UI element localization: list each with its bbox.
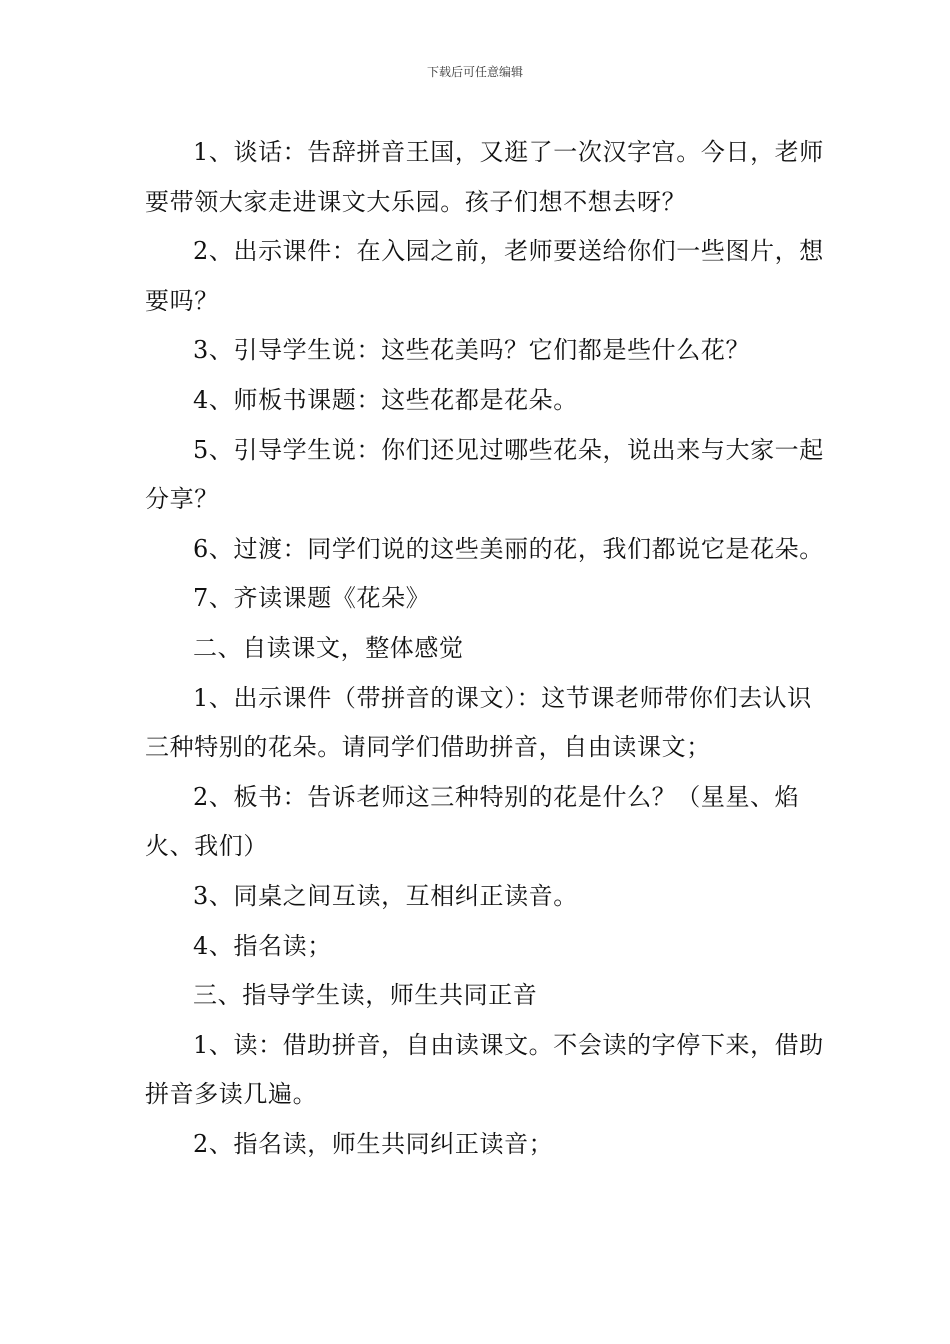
paragraph: 1、出示课件（带拼音的课文）：这节课老师带你们去认识三种特别的花朵。请同学们借助拼音，自由读课文； xyxy=(145,683,812,762)
section-heading: 二、自读课文，整体感觉 xyxy=(193,633,464,662)
paragraph: 2、指名读，师生共同纠正读音； xyxy=(193,1129,554,1158)
document-body xyxy=(145,128,825,1169)
paragraph: 3、同桌之间互读，互相纠正读音。 xyxy=(193,881,578,910)
paragraph: 3、引导学生说：这些花美吗？它们都是些什么花？ xyxy=(193,336,751,365)
section-heading: 三、指导学生读，师生共同正音 xyxy=(193,981,538,1010)
paragraph: 4、指名读； xyxy=(193,931,332,960)
page-header: 下载后可任意编辑 xyxy=(426,65,523,79)
paragraph: 6、过渡：同学们说的这些美丽的花，我们都说它是花朵。 xyxy=(193,534,824,563)
paragraph: 2、出示课件：在入园之前，老师要送给你们一些图片，想要吗？ xyxy=(145,237,824,315)
paragraph: 1、谈话：告辞拼音王国，又逛了一次汉字宫。今日，老师要带领大家走进课文大乐园。孩子们想不想去呀？ xyxy=(145,138,824,216)
paragraph: 5、引导学生说：你们还见过哪些花朵，说出来与大家一起分享？ xyxy=(145,435,824,514)
paragraph: 4、师板书课题：这些花都是花朵。 xyxy=(193,385,578,414)
paragraph: 2、板书：告诉老师这三种特别的花是什么？（星星、焰火、我们） xyxy=(145,782,800,861)
paragraph: 7、齐读课题《花朵》 xyxy=(193,584,431,613)
paragraph: 1、读：借助拼音，自由读课文。不会读的字停下来，借助拼音多读几遍。 xyxy=(145,1030,824,1109)
